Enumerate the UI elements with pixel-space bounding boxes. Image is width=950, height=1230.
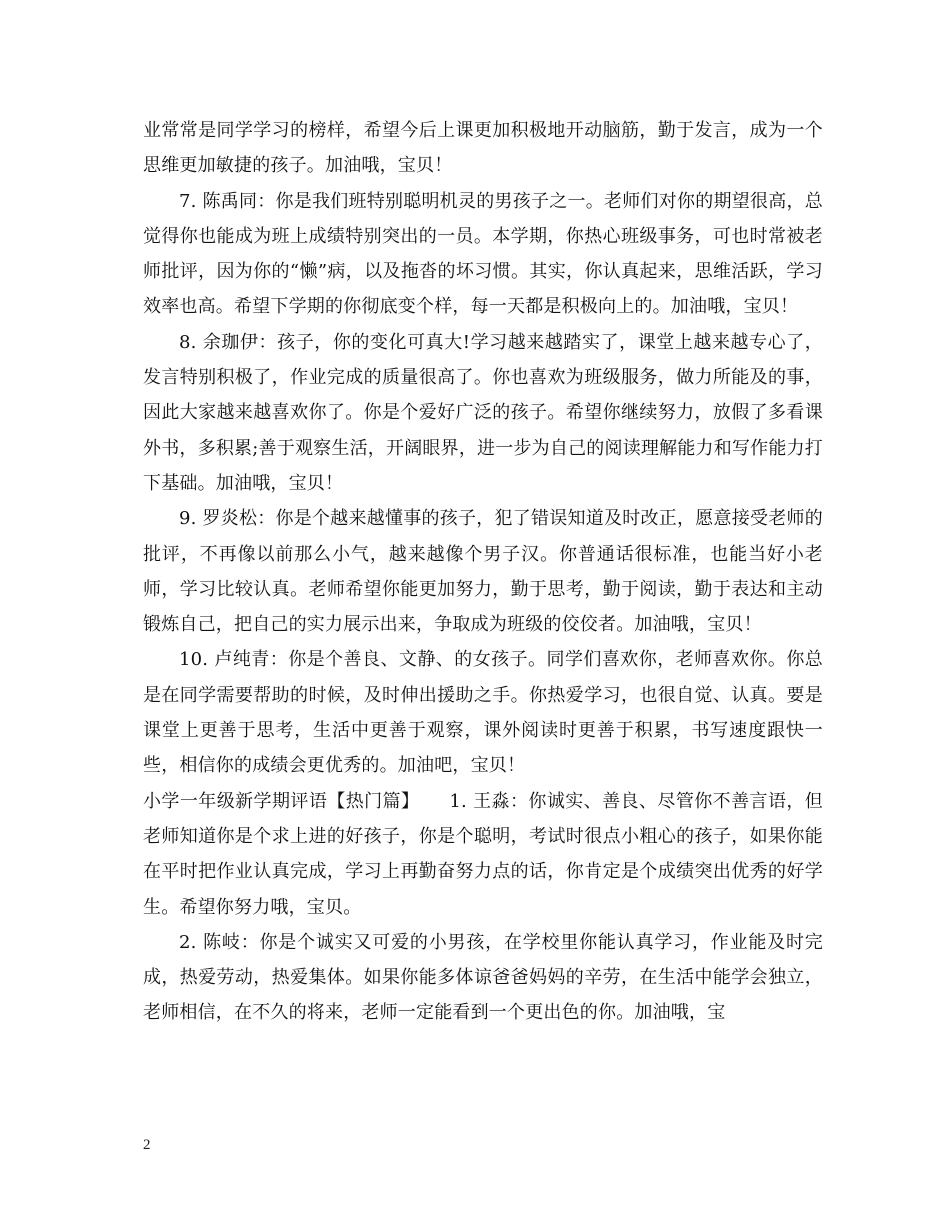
document-body xyxy=(143,113,823,1031)
paragraph-item-2: 2. 陈岐：你是个诚实又可爱的小男孩，在学校里你能认真学习，作业能及时完成，热爱劳动，热爱集体。如果你能多体谅爸爸妈妈的辛劳，在生活中能学会独立，老师相信，在不久的将来，老师一定能看到一个更出色的你。加油哦，宝 xyxy=(143,931,823,1024)
paragraph-item-10: 10. 卢纯青：你是个善良、文静、的女孩子。同学们喜欢你，老师喜欢你。你总是在同学需要帮助的时候，及时伸出援助之手。你热爱学习，也很自觉、认真。要是课堂上更善于思考，生活中更善于观察，课外阅读时更善于积累，书写速度跟快一些，相信你的成绩会更优秀的。加油吧，宝贝！ xyxy=(143,649,823,777)
section-item-1: 1. 王淼：你诚实、善良、尽管你不善言语，但老师知道你是个求上进的好孩子，你是个聪明，考试时很点小粗心的孩子，如果你能在平时把作业认真完成，学习上再勤奋努力点的话，你肯定是个成绩突出优秀的好学生。希望你努力哦，宝贝。 xyxy=(143,790,824,918)
section-paragraph xyxy=(143,784,823,925)
paragraph-item-9: 9. 罗炎松：你是个越来越懂事的孩子，犯了错误知道及时改正，愿意接受老师的批评，不再像以前那么小气，越来越像个男子汉。你普通话很标准，也能当好小老师，学习比较认真。老师希望你能更加努力，勤于思考，勤于阅读，勤于表达和主动锻炼自己，把自己的实力展示出来，争取成为班级的佼佼者。加油哦，宝贝！ xyxy=(143,508,823,636)
paragraph-item-8: 8. 余珈伊：孩子，你的变化可真大!学习越来越踏实了，课堂上越来越专心了，发言特别积极了，作业完成的质量很高了。你也喜欢为班级服务，做力所能及的事，因此大家越来越喜欢你了。你是个爱好广泛的孩子。希望你继续努力，放假了多看课外书，多积累;善于观察生活，开阔眼界，进一步为自己的阅读理解能力和写作能力打下基础。加油哦，宝贝！ xyxy=(143,331,823,494)
paragraph-continued: 业常常是同学学习的榜样，希望今后上课更加积极地开动脑筋，勤于发言，成为一个思维更加敏捷的孩子。加油哦，宝贝！ xyxy=(143,120,823,177)
page-number: 2 xyxy=(143,1137,151,1153)
paragraph-item-7: 7. 陈禹同：你是我们班特别聪明机灵的男孩子之一。老师们对你的期望很高，总觉得你也能成为班上成绩特别突出的一员。本学期，你热心班级事务，可也时常被老师批评，因为你的“懒”病，以及拖沓的坏习惯。其实，你认真起来，思维活跃，学习效率也高。希望下学期的你彻底变个样，每一天都是积极向上的。加油哦，宝贝！ xyxy=(143,190,823,318)
section-heading: 小学一年级新学期评语【热门篇】 xyxy=(143,790,420,812)
